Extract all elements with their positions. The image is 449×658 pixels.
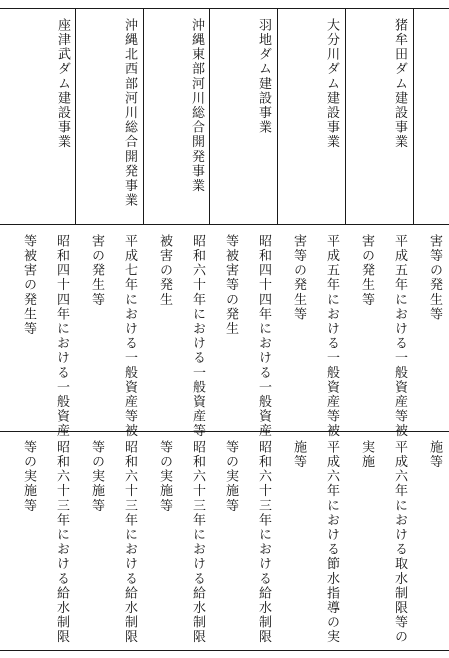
response-cell: 昭和六十三年における給水制限 等の実施等 [223,440,271,645]
project-name-cell: 座津武ダム建設事業 [55,18,70,150]
response-cell: 平成六年における節水指導の実 施等 [291,440,339,645]
occurrence-cell: 昭和四十四年における一般資産 等被害の発生等 [21,234,69,439]
response-cell: 昭和六十三年における給水制限 等の実施等 [89,440,137,645]
occurrence-cell: 昭和六十年における一般資産等 被害の発生 [157,234,205,439]
project-name-cell: 羽地ダム建設事業 [256,18,271,135]
occurrence-cell: 平成五年における一般資産等被 害等の発生等 [291,234,339,439]
project-name-cell: 猪牟田ダム建設事業 [392,18,407,150]
table-rule-bottom [0,650,449,651]
project-name-cell: 大分川ダム建設事業 [324,18,339,150]
table-rule-1 [0,224,449,225]
table-rule-top [0,8,449,9]
response-cell: 昭和六十三年における給水制限 等の実施等 [157,440,205,645]
response-cell: 施等 [427,440,442,470]
project-name-cell: 沖縄北西部河川総合開発事業 [122,18,137,208]
occurrence-cell: 昭和四十四年における一般資産 等被害等の発生 [223,234,271,439]
response-cell: 平成六年における取水制限等の 実施 [359,440,407,645]
occurrence-cell: 害等の発生等 [427,234,442,322]
occurrence-cell: 平成五年における一般資産等被 害の発生等 [359,234,407,439]
occurrence-cell: 平成七年における一般資産等被 害の発生等 [89,234,137,439]
response-cell: 昭和六十三年における給水制限 等の実施等 [21,440,69,645]
project-name-cell: 沖縄東部河川総合開発事業 [189,18,204,194]
